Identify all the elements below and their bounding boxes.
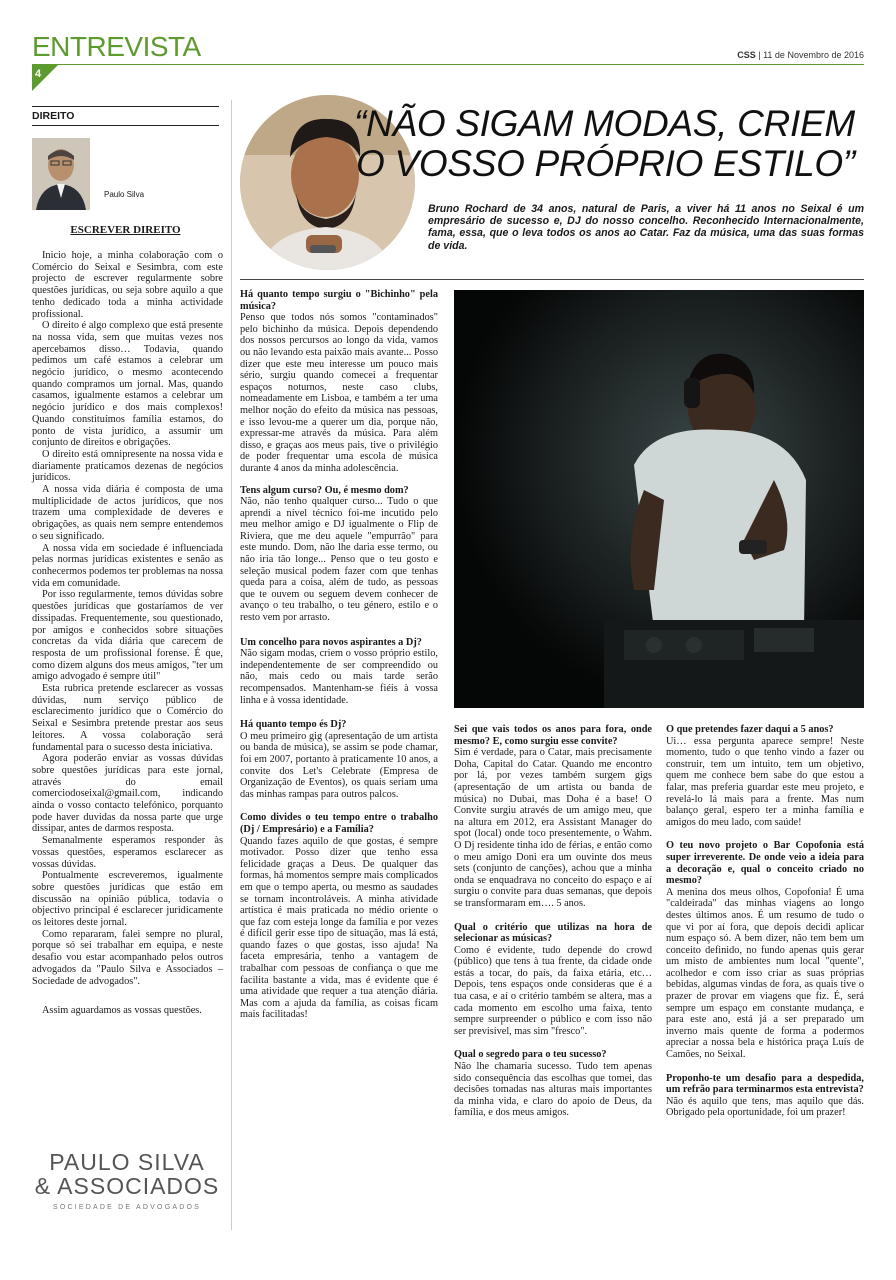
headline bbox=[354, 104, 855, 184]
lead-paragraph: Bruno Rochard de 34 anos, natural de Paris, a viver há 11 anos no Seixal é um empresário de sucesso e, DJ do nosso concelho. Reconhecido Internacionalmente, fama, essa, que o leva todos os anos ao Catar. Faz da música, uma das suas formas de vida. bbox=[428, 203, 864, 252]
publication-date-line bbox=[737, 50, 864, 60]
interview-column-3 bbox=[666, 724, 864, 1119]
answer: Não lhe chamaria sucesso. Tudo tem apenas sido consequência das escolhas que tomei, das decisões tomadas nas alturas mais importantes da minha vida, e claro do apoio de Deus, da família, e dos meus amigos. bbox=[454, 1061, 652, 1119]
column-label-rule bbox=[32, 125, 219, 126]
answer: Como é evidente, tudo depende do crowd (público) que tens à tua frente, da cidade onde estás a tocar, do país, da faixa etária, etc… Depois, tens espaços onde consideras que é a tua casa, e aí o critério também se altera, mas a cada momento em escolho uma faixa, tento sempre surpreender o público e com isso não ser previsível, mas sim "fresco". bbox=[454, 944, 652, 1037]
publication-name: CSS bbox=[737, 50, 756, 60]
answer: Não és aquilo que tens, mas aquilo que dás. Obrigado pela oportunidade, foi um prazer! bbox=[666, 1095, 864, 1119]
headline-line-2: O VOSSO PRÓPRIO ESTILO” bbox=[356, 143, 855, 184]
column-title: ESCREVER DIREITO bbox=[70, 224, 181, 236]
header-rule bbox=[32, 64, 864, 65]
logo-tagline: SOCIEDADE DE ADVOGADOS bbox=[53, 1204, 201, 1211]
answer: Penso que todos nós somos "contaminados" pelo bichinho da música. Depois dependendo dos nossos percursos ao longo da vida, vamos ou não levando esta paixão mais avante... Posso dizer que este meu interesse um pouco mais sério, surgiu quando comecei a frequentar espaços noturnos, neste caso clubs, nomeadamente em Lisboa, e também a ter uma melhor noção do efeito da música nas pessoas, e isso levou-me a querer um dia, porque não, expressar-me através da música. Para além disso, e graças aos meus pais, tive o privilégio de poder frequentar uma escola de música durante 4 anos da minha adolescência. bbox=[240, 312, 438, 474]
answer: A menina dos meus olhos, Copofonia! É uma "caldeirada" das minhas viagens ao longo destes últimos anos. É um resumo de tudo o que vi por aí fora, que depois decidi aplicar num espaço só. A bem dizer, não tem bem um conceito definido, no fundo apenas quis gerar um misto de ambientes num local "quente", acolhedor e com isso criar as suas próprias bebidas, algumas vindas de fora, as quais tive o prazer de provar em viagens que fiz. É, será sempre um espaço em constante mudança, e para este ano, está já a ser preparado um inverno mais quente de forma a podermos apreciar a nossa bela e histórica praça Luís de Camões, no Seixal. bbox=[666, 886, 864, 1061]
column-paragraph: O direito está omnipresente na nossa vida e diariamente praticamos dezenas de negócios jurídicos. bbox=[32, 448, 223, 484]
answer: O meu primeiro gig (apresentação de um artista ou banda de música), se assim se pode chamar, foi em 2007, portanto à praticamente 10 anos, a convite dos Let's Celebrate (Empresa de Organização de Eventos), os quais seriam uma das minhas rampas para outros palcos. bbox=[240, 730, 438, 800]
question: O teu novo projeto o Bar Copofonia está super irreverente. De onde veio a ideia para a decoração e, qual o conceito criado no mesmo? bbox=[666, 840, 864, 887]
column-paragraph: O direito é algo complexo que está presente na nossa vida, sem que muitas vezes nos apercebamos disso… Todavia, quando pedimos um café estamos a celebrar um negócio jurídico, o mesmo acontecendo quando compramos um jornal. Mas, quando casamos, igualmente estamos a celebrar um negócio jurídico e dos mais complexos! Quando constituímos família estamos, do ponto de vista jurídico, a assumir um conjunto de direitos e obrigações. bbox=[32, 320, 223, 449]
column-paragraph: A nossa vida diária é composta de uma multiplicidade de actos jurídicos, que nos trazem uma complexidade de deveres e obrigações, as quais nem sempre entendemos o seu significado. bbox=[32, 484, 223, 542]
law-firm-logo bbox=[32, 1150, 222, 1218]
column-top-rule bbox=[32, 106, 219, 107]
question: Qual o critério que utilizas na hora de selecionar as músicas? bbox=[454, 921, 652, 945]
column-paragraph: A nossa vida em sociedade é influenciada pelas normas jurídicas existentes e senão as conhecermos podemos ter problemas na nossa vida em comunidade. bbox=[32, 542, 223, 589]
dj-photo bbox=[454, 290, 864, 708]
page-number: 4 bbox=[35, 68, 42, 80]
answer: Sim é verdade, para o Catar, mais precisamente Doha, Capital do Catar. Quando me encontro por lá, por vezes também surgem gigs (apresentação de um artista ou banda de música) no Dubai, mas Doha é a base! O Convite surgiu através de um amigo meu, que na altura em 2012, era Assistant Manager do spot (local) onde toco presentemente, o Wahm. O Dj residente tinha ido de férias, e então como o meu amigo Doni era um ouvinte dos meus sets (conjunto de canções), achou que a minha onda se enquadrava no conceito do espaço e aí surgiu o convite para duas semanas, que depois se transformaram em…. 5 anos. bbox=[454, 747, 652, 909]
column-paragraph: Semanalmente esperamos responder às vossas questões, esperamos esclarecer as vossas dúvidas. bbox=[32, 835, 223, 870]
question: Como divides o teu tempo entre o trabalho (Dj / Empresário) e a Família? bbox=[240, 812, 438, 835]
column-paragraph: Esta rubrica pretende esclarecer as vossas dúvidas, num serviço público de esclarecimento jurídico que o Comércio do Seixal e Sesimbra pretende prestar aos seus leitores. A vossa colaboração será fundamental para o sucesso desta iniciativa. bbox=[32, 683, 223, 753]
column-paragraph: Pontualmente escreveremos, igualmente sobre questões jurídicas que estão em discussão na opinião pública, todavia o objectivo principal é esclarecer juridicamente os leitores deste jornal. bbox=[32, 870, 223, 929]
question: Sei que vais todos os anos para fora, onde mesmo? E, como surgiu esse convite? bbox=[454, 724, 652, 747]
column-paragraph: Agora poderão enviar as vossas dúvidas sobre questões jurídicas para este jornal, através do email comerciodoseixal@gmail.com, indicando ainda o vosso contacto telefónico, porquanto pode haver duvidas da nossa parte que urge dissipar, antes de darmos resposta. bbox=[32, 753, 223, 835]
column-label: DIREITO bbox=[32, 110, 75, 122]
publication-date: | 11 de Novembro de 2016 bbox=[758, 50, 864, 60]
question: Há quanto tempo surgiu o "Bichinho" pela música? bbox=[240, 289, 438, 312]
question: O que pretendes fazer daqui a 5 anos? bbox=[666, 724, 834, 735]
question: Há quanto tempo és Dj? bbox=[240, 719, 347, 731]
column-divider bbox=[231, 100, 232, 1230]
author-caption: Paulo Silva bbox=[104, 190, 145, 199]
column-body bbox=[32, 250, 223, 1017]
question: Um concelho para novos aspirantes a Dj? bbox=[240, 636, 422, 648]
column-closing: Assim aguardamos as vossas questões. bbox=[42, 1005, 202, 1017]
logo-line-2: & ASSOCIADOS bbox=[34, 1173, 220, 1199]
author-photo bbox=[32, 138, 90, 210]
interview-column-1 bbox=[240, 289, 438, 1021]
answer: Não sigam modas, criem o vosso próprio estilo, independentemente de ser compreendido ou não, mais cedo ou mais tarde serão recompensados. Mantenham-se fiéis à vossa linha e à vossa identidade. bbox=[240, 648, 438, 706]
logo-line-1: PAULO SILVA bbox=[49, 1149, 205, 1175]
headline-line-1: “NÃO SIGAM MODAS, CRIEM bbox=[354, 103, 855, 144]
question: Tens algum curso? Ou, é mesmo dom? bbox=[240, 484, 409, 496]
headline-rule bbox=[240, 279, 864, 280]
column-paragraph: Por isso regularmente, temos dúvidas sobre questões jurídicas que gostaríamos de ver dissipadas. Frequentemente, sou questionado, por amigos e conhecidos sobre situações concretas da vida diária que carecem de resposta de um profissional forense. É que, como dizem alguns dos meus amigos, "ter um amigo advogado é sempre útil" bbox=[32, 589, 223, 683]
answer: Quando fazes aquilo de que gostas, é sempre motivador. Posso dizer que tenho essa felicidade graças a Deus. De qualquer das formas, há momentos sempre mais complicados em que o tempo aperta, ou mesmo as saudades se tornam incontroláveis. A minha atividade artística é mais praticada no médio oriente o que faz com esteja longe da família e por vezes é difícil gerir esse tipo de situação, mas lá está, quando fazes o que gostas, isso ajuda! Na faceta empresária, tenho a vantagem de trabalhar com pessoas de confiança o que me facilita bastante a vida, mas é evidente que é uma atividade que requer a tua atenção diária. Mas com a ajuda da família, as coisas ficam mais facilitadas! bbox=[240, 835, 438, 1021]
question: Qual o segredo para o teu sucesso? bbox=[454, 1049, 607, 1061]
section-title: ENTREVISTA bbox=[32, 31, 201, 62]
question: Proponho-te um desafio para a despedida, um refrão para terminarmos esta entrevista? bbox=[666, 1072, 864, 1096]
answer: Não, não tenho qualquer curso... Tudo o que aprendi a nível técnico foi-me incutido pelo meu melhor amigo e DJ igualmente o Flip de Riviera, que me deu aquele "empurrão" para este mundo. Dom, não lhe daria esse termo, ou não iria tão longe... Penso que o teu gosto e seleção musical podem fazer com que tenhas queda para a coisa, além de tudo, as pessoas que te ouvem ou seguem devem conhecer de avanço o teu trabalho, o teu género, estilo e o resto vem por arrasto. bbox=[240, 496, 438, 624]
column-paragraph: Como repararam, falei sempre no plural, porque só sei trabalhar em equipa, e neste desafio vou estar acompanhado pelos outros advogados da "Paulo Silva e Associados – Sociedade de advogados". bbox=[32, 928, 223, 987]
answer: Ui… essa pergunta aparece sempre! Neste momento, tudo o que tenho vindo a fazer ou construir, tem um intuito, tem um objetivo, quem me conhece bem sabe do que estou a falar, mas preferia guardar este meu projeto, e revelá-lo lá mais para a frente. Mas num balanço geral, espero ter a minha família e amigos do meu lado, com saúde! bbox=[666, 735, 864, 828]
column-paragraph: Inicio hoje, a minha colaboração com o Comércio do Seixal e Sesimbra, com este projecto de escrever regularmente sobre questões jurídicas, ou seja sobre aquilo a que tenho dedicado toda a minha actividade profissional. bbox=[32, 250, 223, 320]
interview-column-2 bbox=[454, 724, 652, 1119]
